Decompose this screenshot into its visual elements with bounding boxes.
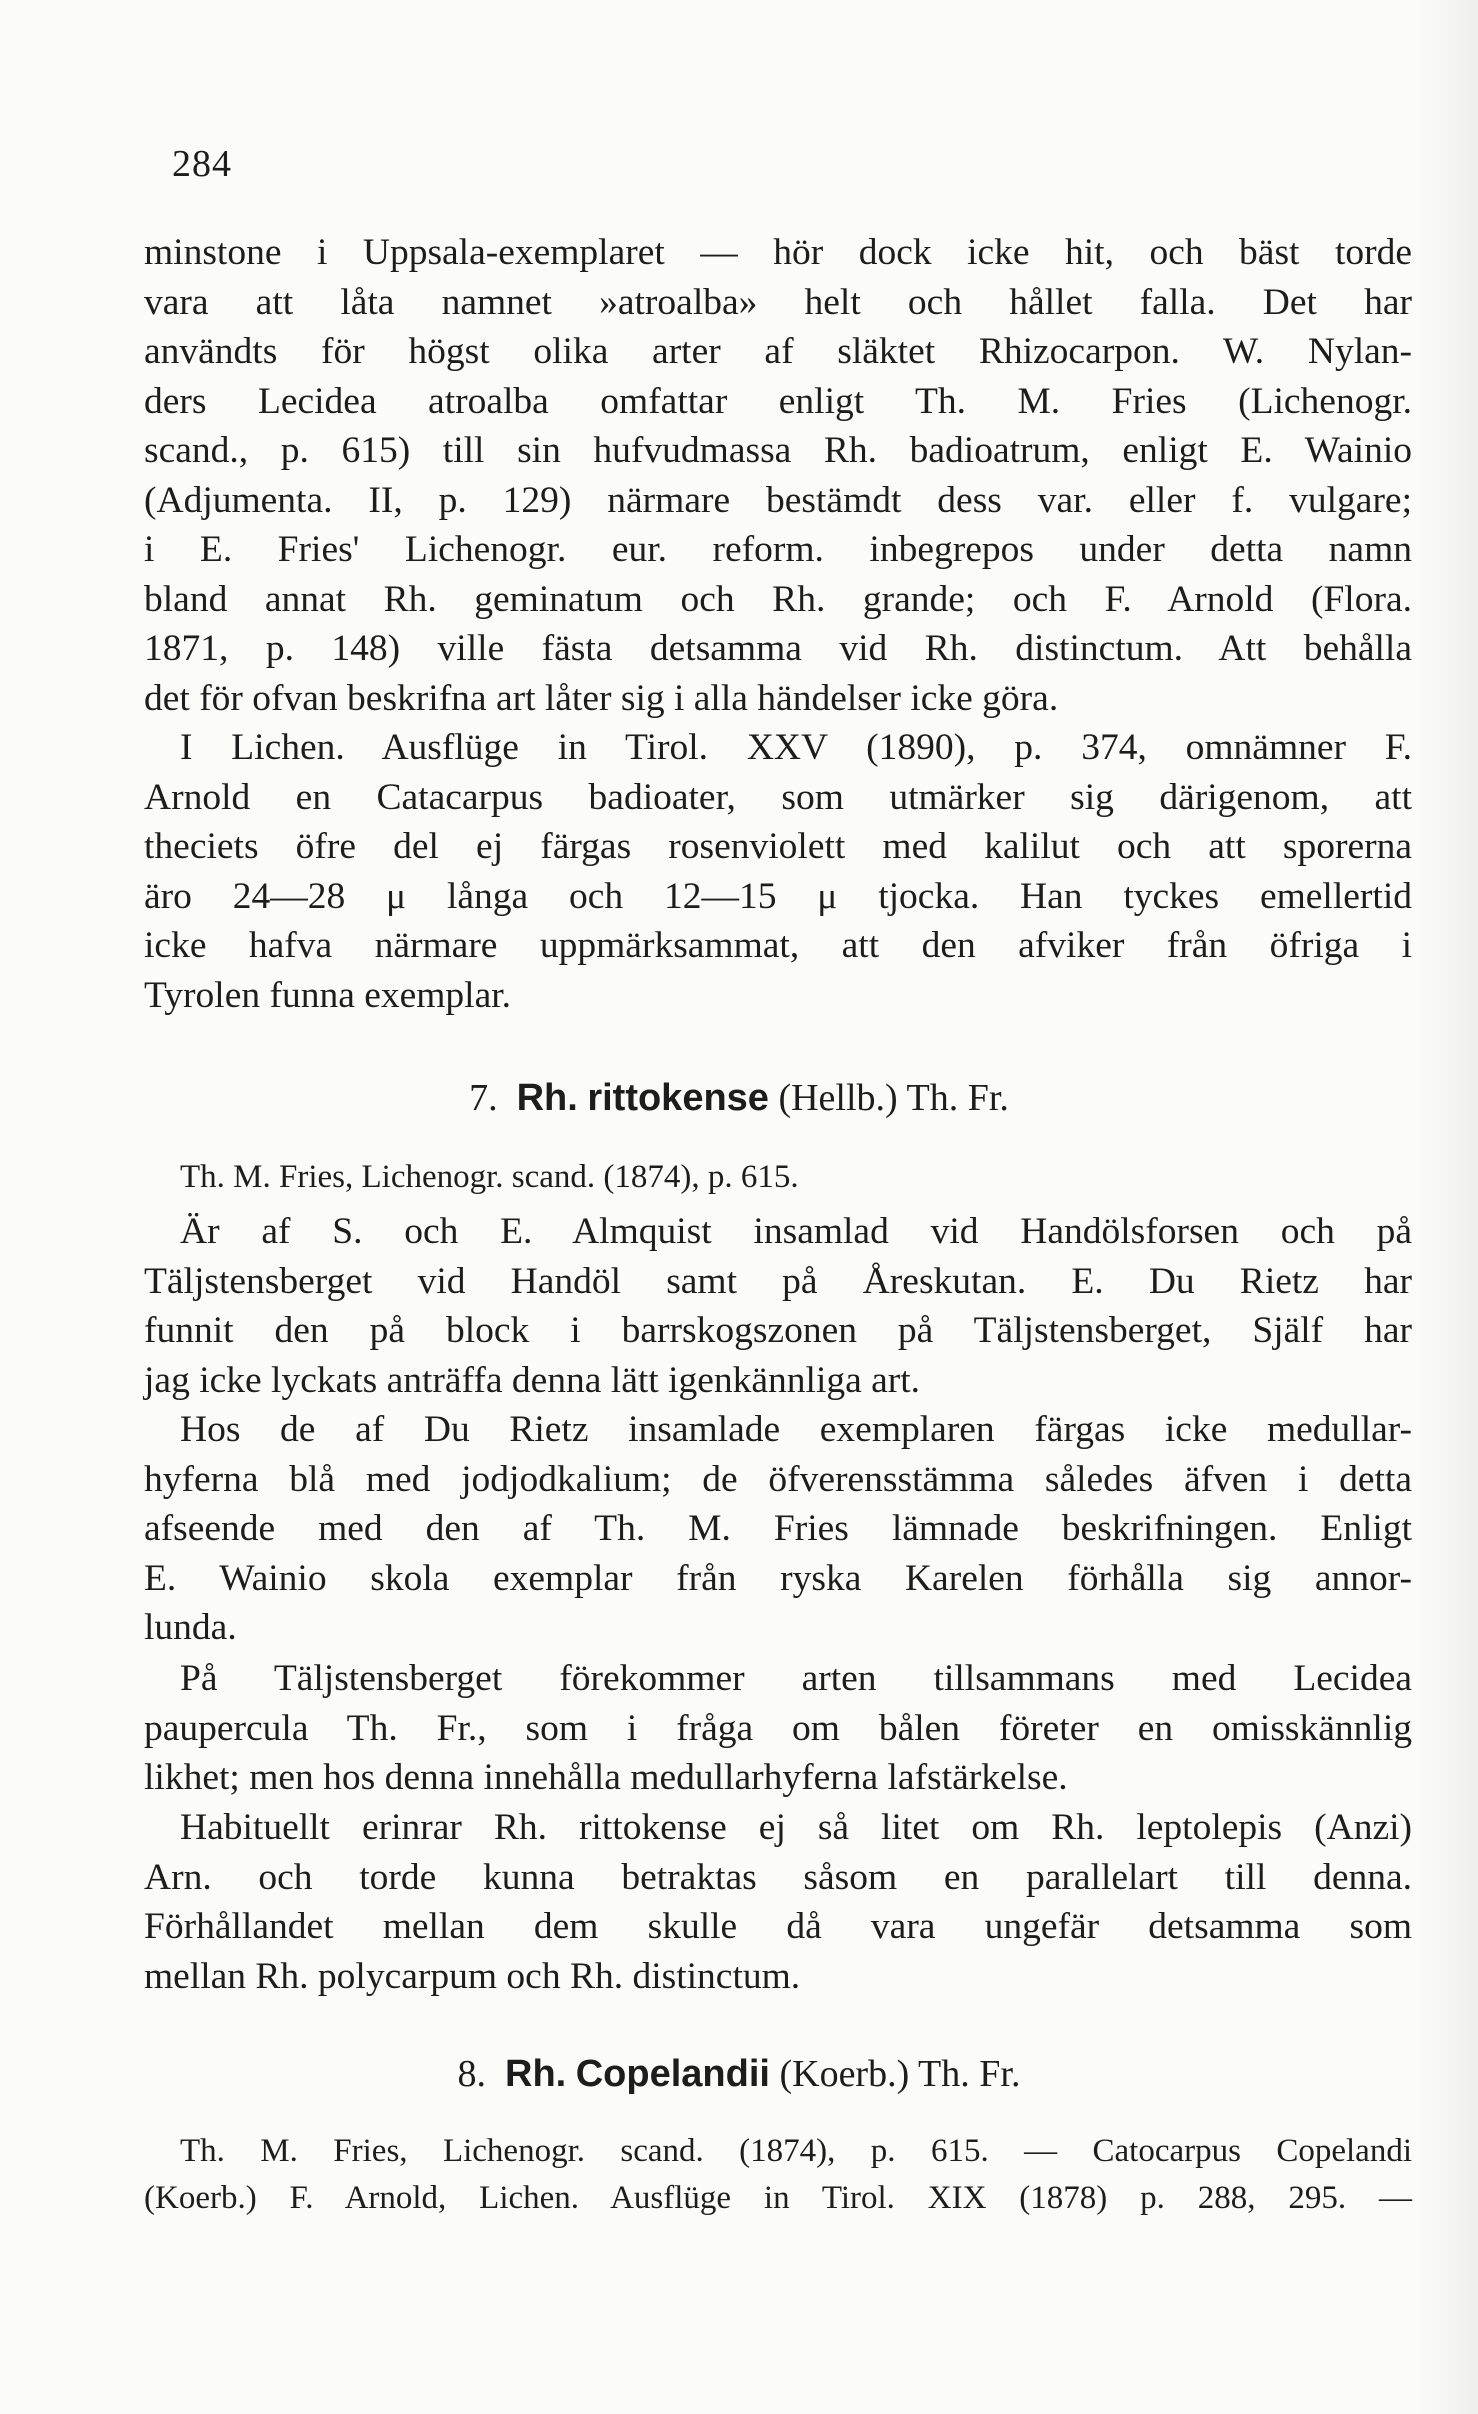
heading-genus: Rh. [516,1077,578,1119]
heading-author: (Hellb.) Th. Fr. [778,1077,1009,1119]
text-line: 1871, p. 148) ville fästa detsamma vid Rh. distinctum. Att behålla [144,628,1412,669]
species-heading-8 [0,2052,1478,2096]
paragraph-6 [144,1803,1412,2001]
text-line: mellan Rh. polycarpum och Rh. distinctum. [144,1955,801,1997]
page-number: 284 [172,143,232,185]
citation-line: (Koerb.) F. Arnold, Lichen. Ausflüge in Tirol. XIX (1878) p. 288, 295. — [144,2180,1412,2216]
heading-species: Copelandii [575,2053,770,2095]
text-line: I Lichen. Ausflüge in Tirol. XXV (1890), p. 374, omnämner F. [180,727,1412,768]
text-line: scand., p. 615) till sin hufvudmassa Rh. badioatrum, enligt E. Wainio [144,430,1412,471]
text-line: På Täljstensberget förekommer arten tillsammans med Lecidea [180,1658,1412,1699]
text-line: äro 24—28 μ långa och 12—15 μ tjocka. Han tyckes emellertid [144,875,1412,917]
citation-line: Th. M. Fries, Lichenogr. scand. (1874), p. 615. — Catocarpus Copelandi [180,2133,1412,2169]
text-line: bland annat Rh. geminatum och Rh. grande; och F. Arnold (Flora. [144,578,1412,620]
paragraph-1 [144,228,1412,723]
heading-number: 7. [469,1077,498,1119]
text-line: Arn. och torde kunna betraktas såsom en parallelart till denna. [144,1856,1412,1898]
text-line: E. Wainio skola exemplar från ryska Karelen förhålla sig annor- [144,1557,1412,1599]
text-line: Habituellt erinrar Rh. rittokense ej så litet om Rh. leptolepis (Anzi) [180,1807,1412,1848]
paragraph-4 [144,1405,1412,1653]
citation-8 [144,2128,1412,2222]
text-line: likhet; men hos denna innehålla medullarhyferna lafstärkelse. [144,1757,1068,1798]
text-line: theciets öfre del ej färgas rosenviolett med kalilut och att sporerna [144,826,1412,867]
heading-species: rittokense [587,1077,769,1119]
heading-genus: Rh. [505,2053,567,2095]
paragraph-5 [144,1654,1412,1803]
text-line: Är af S. och E. Almquist insamlad vid Handölsforsen och på [180,1211,1412,1252]
text-line: (Adjumenta. II, p. 129) närmare bestämdt dess var. eller f. vulgare; [144,479,1412,521]
text-line: i E. Fries' Lichenogr. eur. reform. inbegrepos under detta namn [144,529,1412,570]
heading-number: 8. [457,2053,487,2095]
text-line: Tyrolen funna exemplar. [144,974,512,1016]
text-line: Förhållandet mellan dem skulle då vara ungefär detsamma som [144,1906,1412,1947]
citation-7 [144,1154,1412,1201]
text-line: hyferna blå med jodjodkalium; de öfverensstämma således äfven i detta [144,1458,1412,1500]
paragraph-3 [144,1207,1412,1405]
text-line: paupercula Th. Fr., som i fråga om bålen företer en omisskännlig [144,1707,1412,1749]
text-line: funnit den på block i barrskogszonen på Täljstensberget, Själf har [144,1310,1412,1351]
text-line: Täljstensberget vid Handöl samt på Åreskutan. E. Du Rietz har [144,1260,1412,1302]
heading-author: (Koerb.) Th. Fr. [779,2053,1021,2095]
text-line: ders Lecidea atroalba omfattar enligt Th. M. Fries (Lichenogr. [144,380,1412,422]
species-heading-7 [0,1076,1478,1120]
text-line: lunda. [144,1607,237,1648]
text-line: Arnold en Catacarpus badioater, som utmärker sig därigenom, att [144,776,1412,818]
page-edge-shadow [1418,0,1478,2414]
text-line: icke hafva närmare uppmärksammat, att den afviker från öfriga i [144,925,1412,966]
text-line: minstone i Uppsala-exemplaret — hör dock icke hit, och bäst torde [144,232,1412,273]
citation-line: Th. M. Fries, Lichenogr. scand. (1874), p. 615. [180,1159,799,1195]
text-line: vara att låta namnet »atroalba» helt och hållet falla. Det har [144,281,1412,323]
text-line: Hos de af Du Rietz insamlade exemplaren färgas icke medullar- [180,1409,1412,1450]
text-line: afseende med den af Th. M. Fries lämnade beskrifningen. Enligt [144,1508,1412,1549]
paragraph-2 [144,723,1412,1020]
text-line: användts för högst olika arter af släktet Rhizocarpon. W. Nylan- [144,331,1412,372]
text-line: jag icke lyckats anträffa denna lätt igenkännliga art. [144,1359,921,1401]
text-line: det för ofvan beskrifna art låter sig i alla händelser icke göra. [144,677,1059,719]
